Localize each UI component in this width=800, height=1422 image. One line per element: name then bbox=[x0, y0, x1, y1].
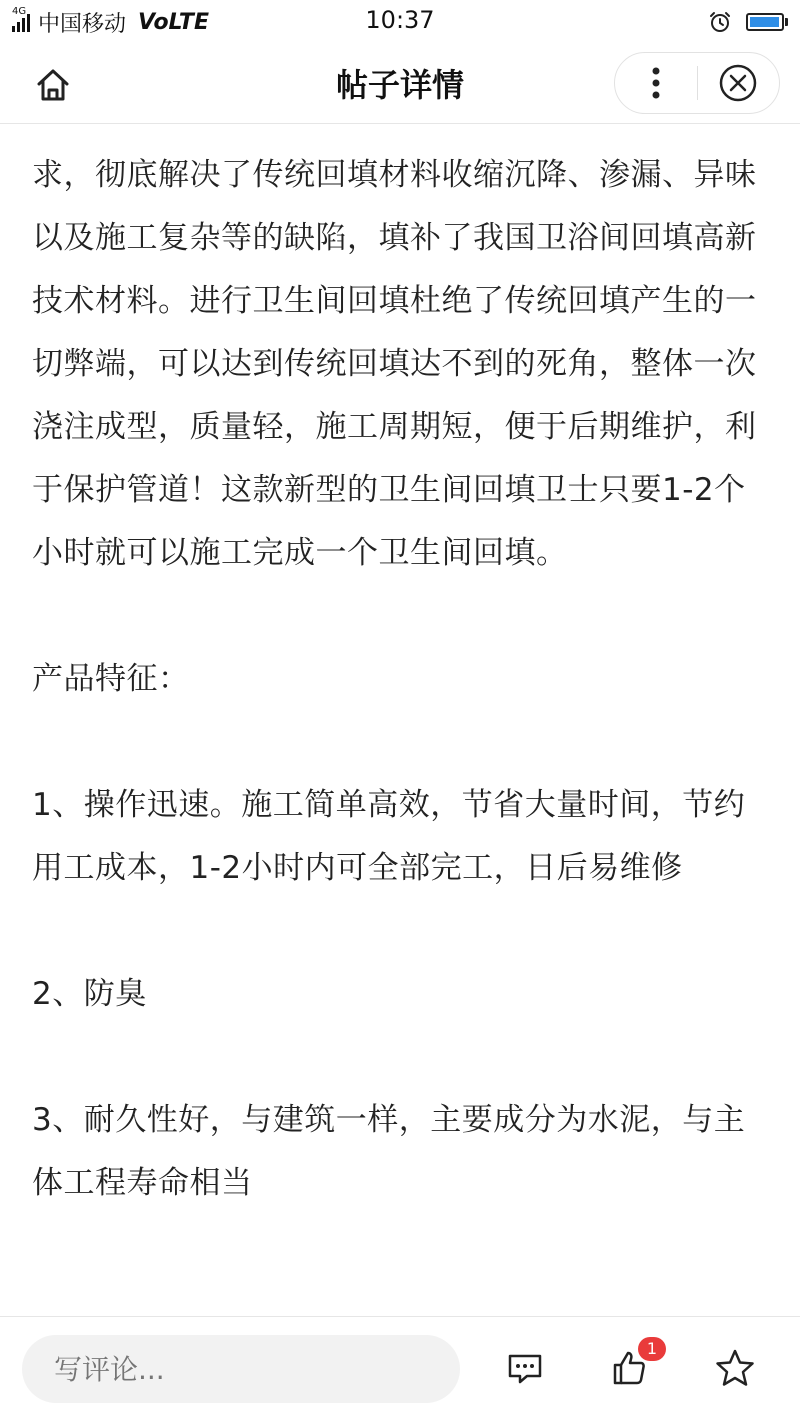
comment-icon bbox=[505, 1348, 545, 1388]
post-paragraph: 求，彻底解决了传统回填材料收缩沉降、渗漏、异味以及施工复杂等的缺陷，填补了我国卫浴间回填高新技术材料。进行卫生间回填杜绝了传统回填产生的一切弊端，可以达到传统回填达不到的死角，整体一次浇注成型，质量轻，施工周期短，便于后期维护，利于保护管道！这款新型的卫生间回填卫士只要1-2个小时就可以施工完成一个卫生间回填。 bbox=[32, 157, 757, 571]
comment-button[interactable] bbox=[504, 1347, 546, 1389]
bottom-action-bar bbox=[0, 1316, 800, 1422]
more-button[interactable] bbox=[615, 53, 697, 113]
page-title: 帖子详情 bbox=[335, 66, 464, 104]
star-icon bbox=[714, 1347, 756, 1389]
feature-item-1: 1、操作迅速。施工简单高效，节省大量时间，节约用工成本，1-2小时内可全部完工，日后易维修 bbox=[32, 787, 746, 886]
capsule-menu bbox=[614, 52, 780, 114]
more-vertical-icon bbox=[651, 66, 661, 100]
comment-input[interactable] bbox=[22, 1335, 460, 1403]
favorite-button[interactable] bbox=[714, 1347, 756, 1389]
close-button[interactable] bbox=[698, 53, 780, 113]
post-content bbox=[32, 144, 768, 1215]
feature-item-3: 3、耐久性好，与建筑一样，主要成分为水泥，与主体工程寿命相当 bbox=[32, 1102, 746, 1201]
volte-indicator: VoLTE bbox=[138, 9, 209, 35]
like-count-badge: 1 bbox=[638, 1337, 666, 1361]
status-time: 10:37 bbox=[365, 6, 435, 34]
close-circle-icon bbox=[718, 63, 758, 103]
network-tag: 4G bbox=[12, 6, 27, 17]
status-bar bbox=[0, 0, 800, 44]
nav-bar bbox=[0, 44, 800, 124]
feature-item-2: 2、防臭 bbox=[32, 976, 147, 1012]
features-heading: 产品特征： bbox=[32, 661, 190, 697]
carrier-name: 中国移动 bbox=[38, 11, 127, 37]
